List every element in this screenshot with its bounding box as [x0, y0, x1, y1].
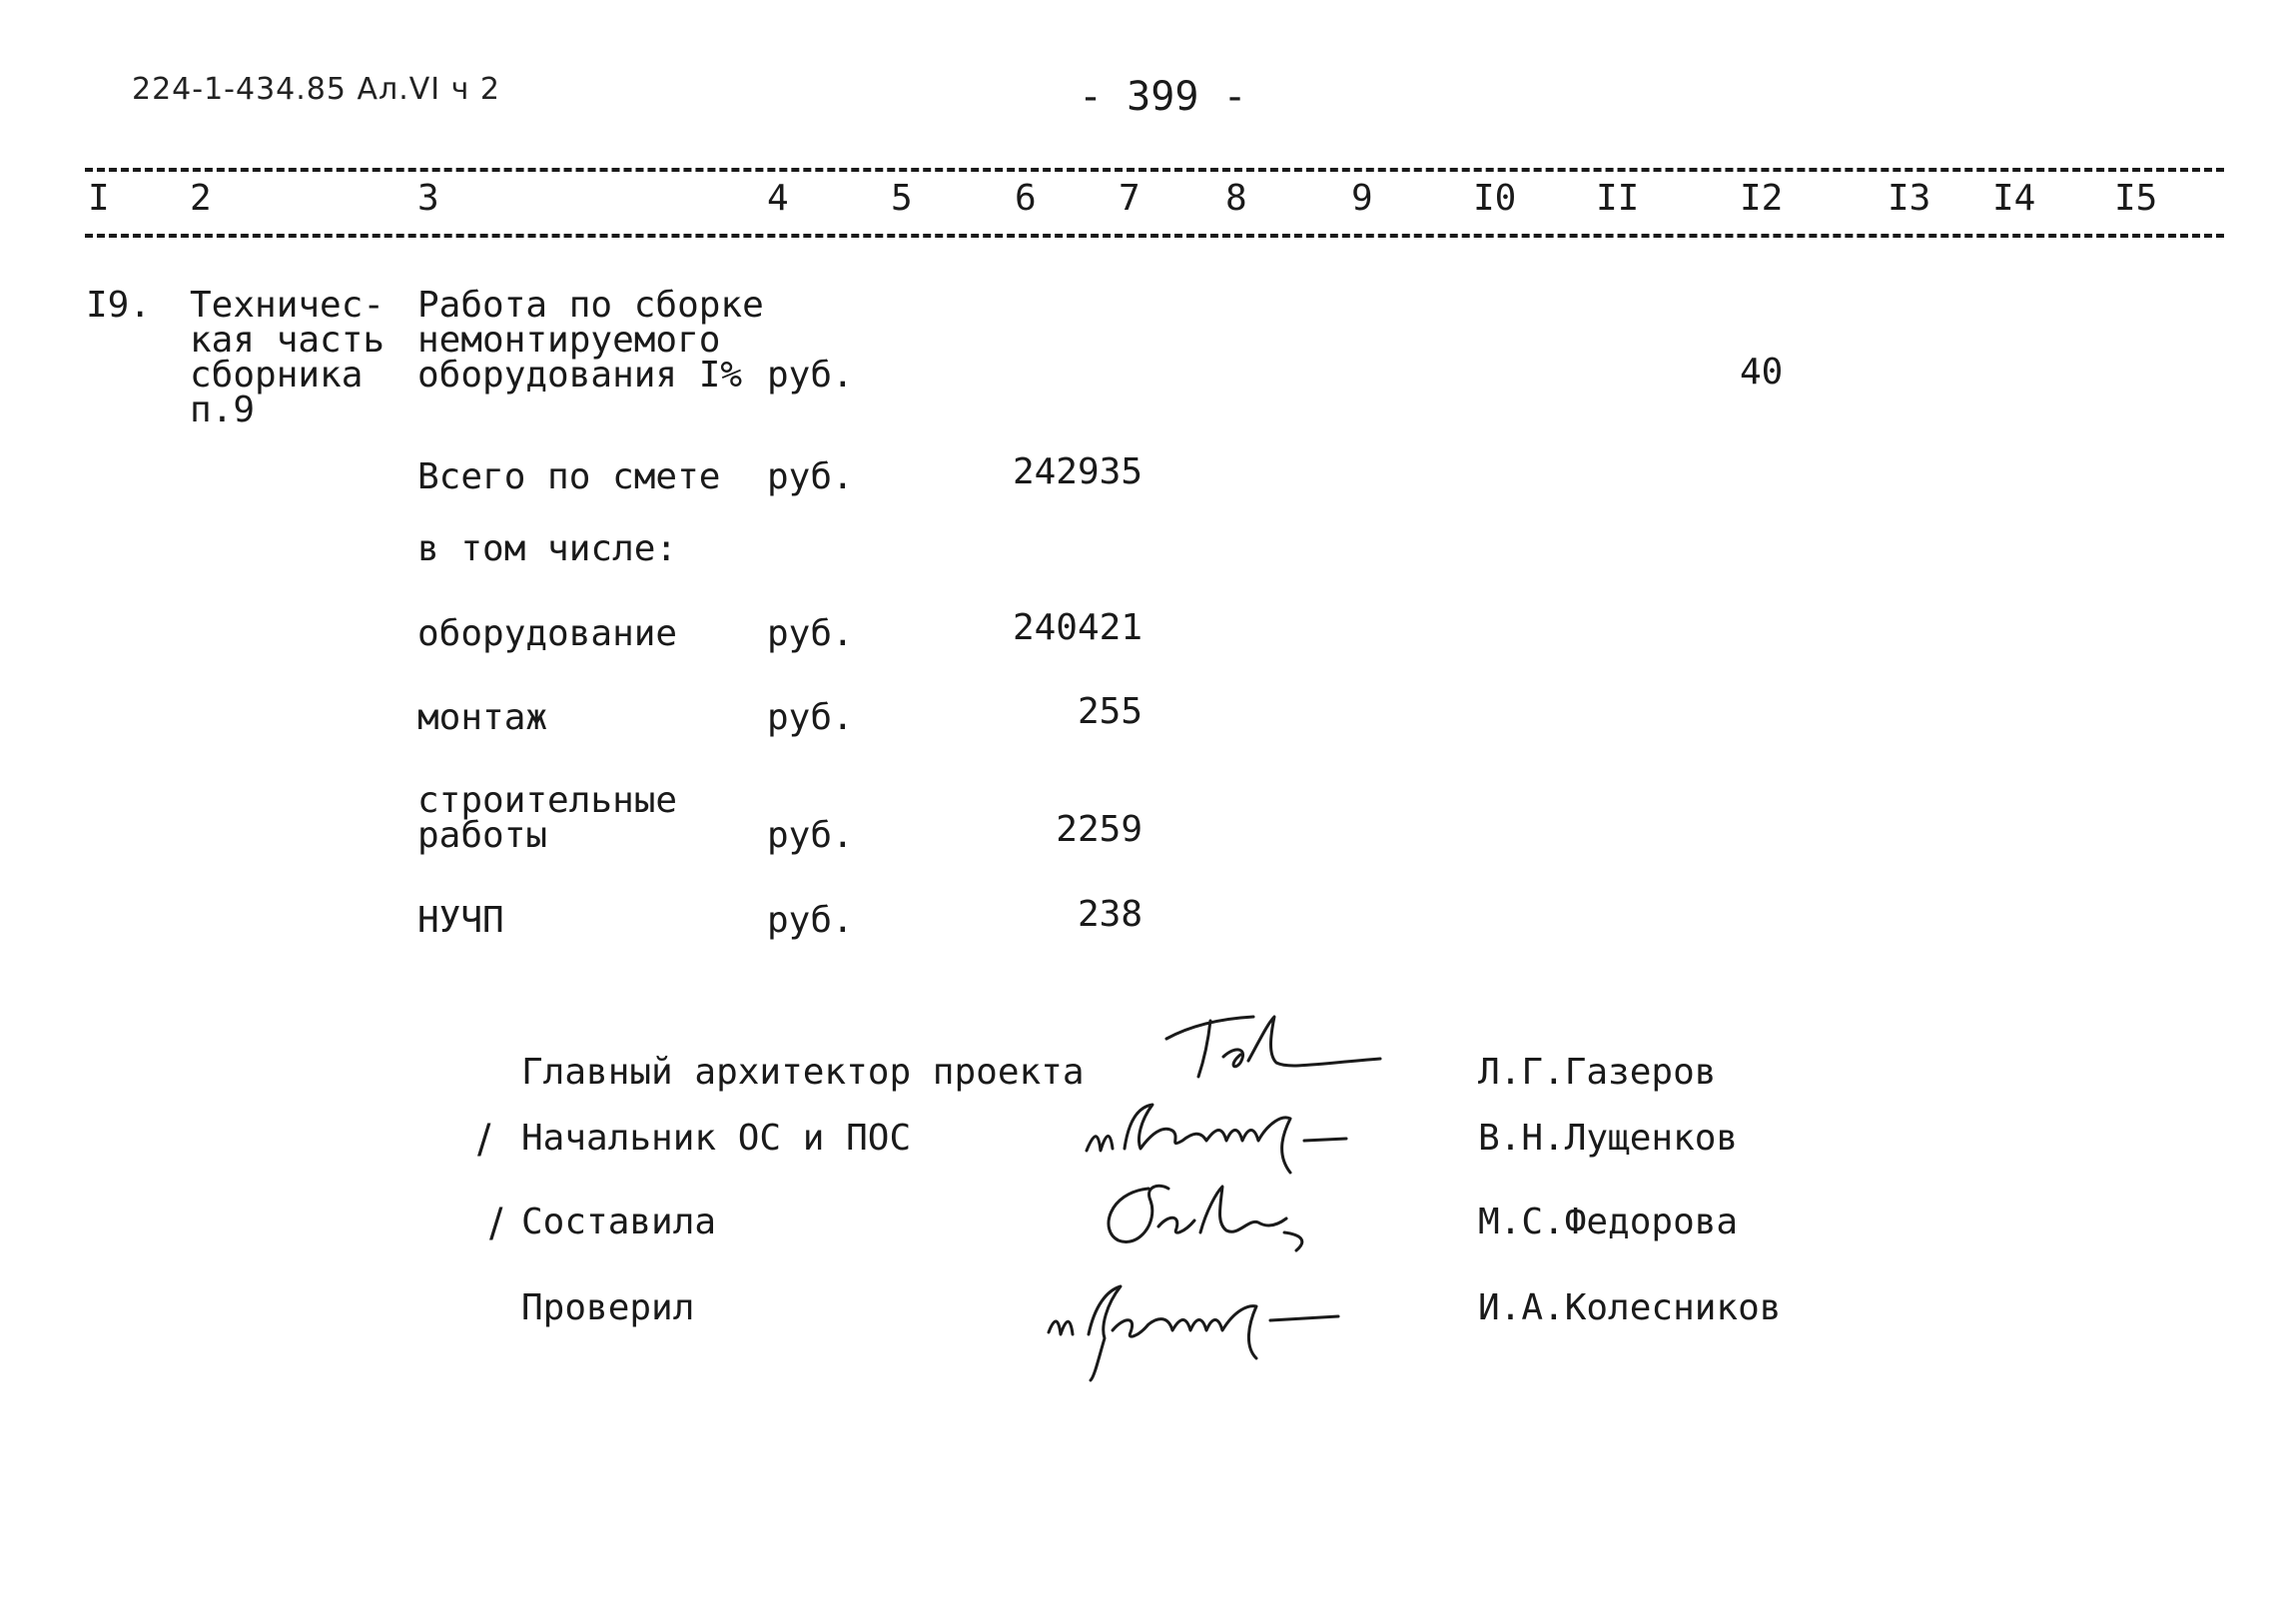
signature-stroke [1089, 1171, 1348, 1270]
column-header: 7 [1119, 178, 1141, 219]
row-name: строительные работы [417, 780, 678, 856]
row-value: 240421 [1012, 607, 1142, 648]
row-value: 238 [1077, 894, 1142, 935]
row-name: оборудование [417, 613, 678, 654]
column-header: I3 [1888, 178, 1931, 219]
tick-mark: / [489, 1201, 503, 1246]
row-unit: руб. [767, 900, 854, 941]
column-header: I5 [2114, 178, 2158, 219]
column-header: I2 [1740, 178, 1784, 219]
column-header: 3 [417, 178, 439, 219]
row-value: 255 [1077, 691, 1142, 732]
document-code: 224-1-434.85 Ал.VI ч 2 [132, 72, 500, 107]
row-unit: руб. [767, 815, 854, 856]
signatory-position: Проверил [521, 1287, 695, 1328]
signatory-position: Составила [521, 1202, 717, 1242]
row-col12-value: 40 [1740, 352, 1784, 393]
column-header: I4 [1992, 178, 2036, 219]
row-unit: руб. [767, 456, 854, 497]
column-header: 8 [1225, 178, 1247, 219]
signature-stroke [1148, 1009, 1398, 1089]
signatory-name: И.А.Колесников [1478, 1287, 1782, 1328]
column-header: II [1596, 178, 1640, 219]
signature-stroke [1077, 1091, 1406, 1181]
page-number: - 399 - [1079, 74, 1247, 120]
row-unit: руб. [767, 355, 854, 396]
column-header: 2 [190, 178, 212, 219]
row-unit: руб. [767, 613, 854, 654]
signatory-name: В.Н.Лущенков [1478, 1118, 1739, 1159]
row-unit: руб. [767, 697, 854, 738]
column-header: I0 [1473, 178, 1517, 219]
tick-mark: / [477, 1117, 491, 1163]
signatory-name: М.С.Федорова [1478, 1202, 1739, 1242]
row-value: 2259 [1056, 809, 1142, 850]
column-header: 4 [767, 178, 789, 219]
row-number: I9. [86, 285, 152, 326]
signatory-position: Главный архитектор проекта [521, 1052, 1085, 1093]
signatory-position: Начальник ОС и ПОС [521, 1118, 912, 1159]
table-header-rule [85, 234, 2224, 238]
row-name: НУЧП [417, 900, 504, 941]
signature-stroke [1039, 1276, 1398, 1386]
column-header: I [88, 178, 110, 219]
column-header: 6 [1015, 178, 1037, 219]
row-value: 242935 [1012, 451, 1142, 492]
row-basis: Техничес- кая часть сборника п.9 [190, 285, 385, 430]
row-name: Всего по смете [417, 456, 721, 497]
table-top-rule [85, 168, 2224, 172]
column-header: 9 [1351, 178, 1373, 219]
row-name: в том числе: [417, 528, 678, 569]
signatory-name: Л.Г.Газеров [1478, 1052, 1717, 1093]
column-header: 5 [891, 178, 913, 219]
row-name: Работа по сборке немонтируемого оборудования I% [417, 285, 764, 396]
row-name: монтаж [417, 697, 548, 738]
